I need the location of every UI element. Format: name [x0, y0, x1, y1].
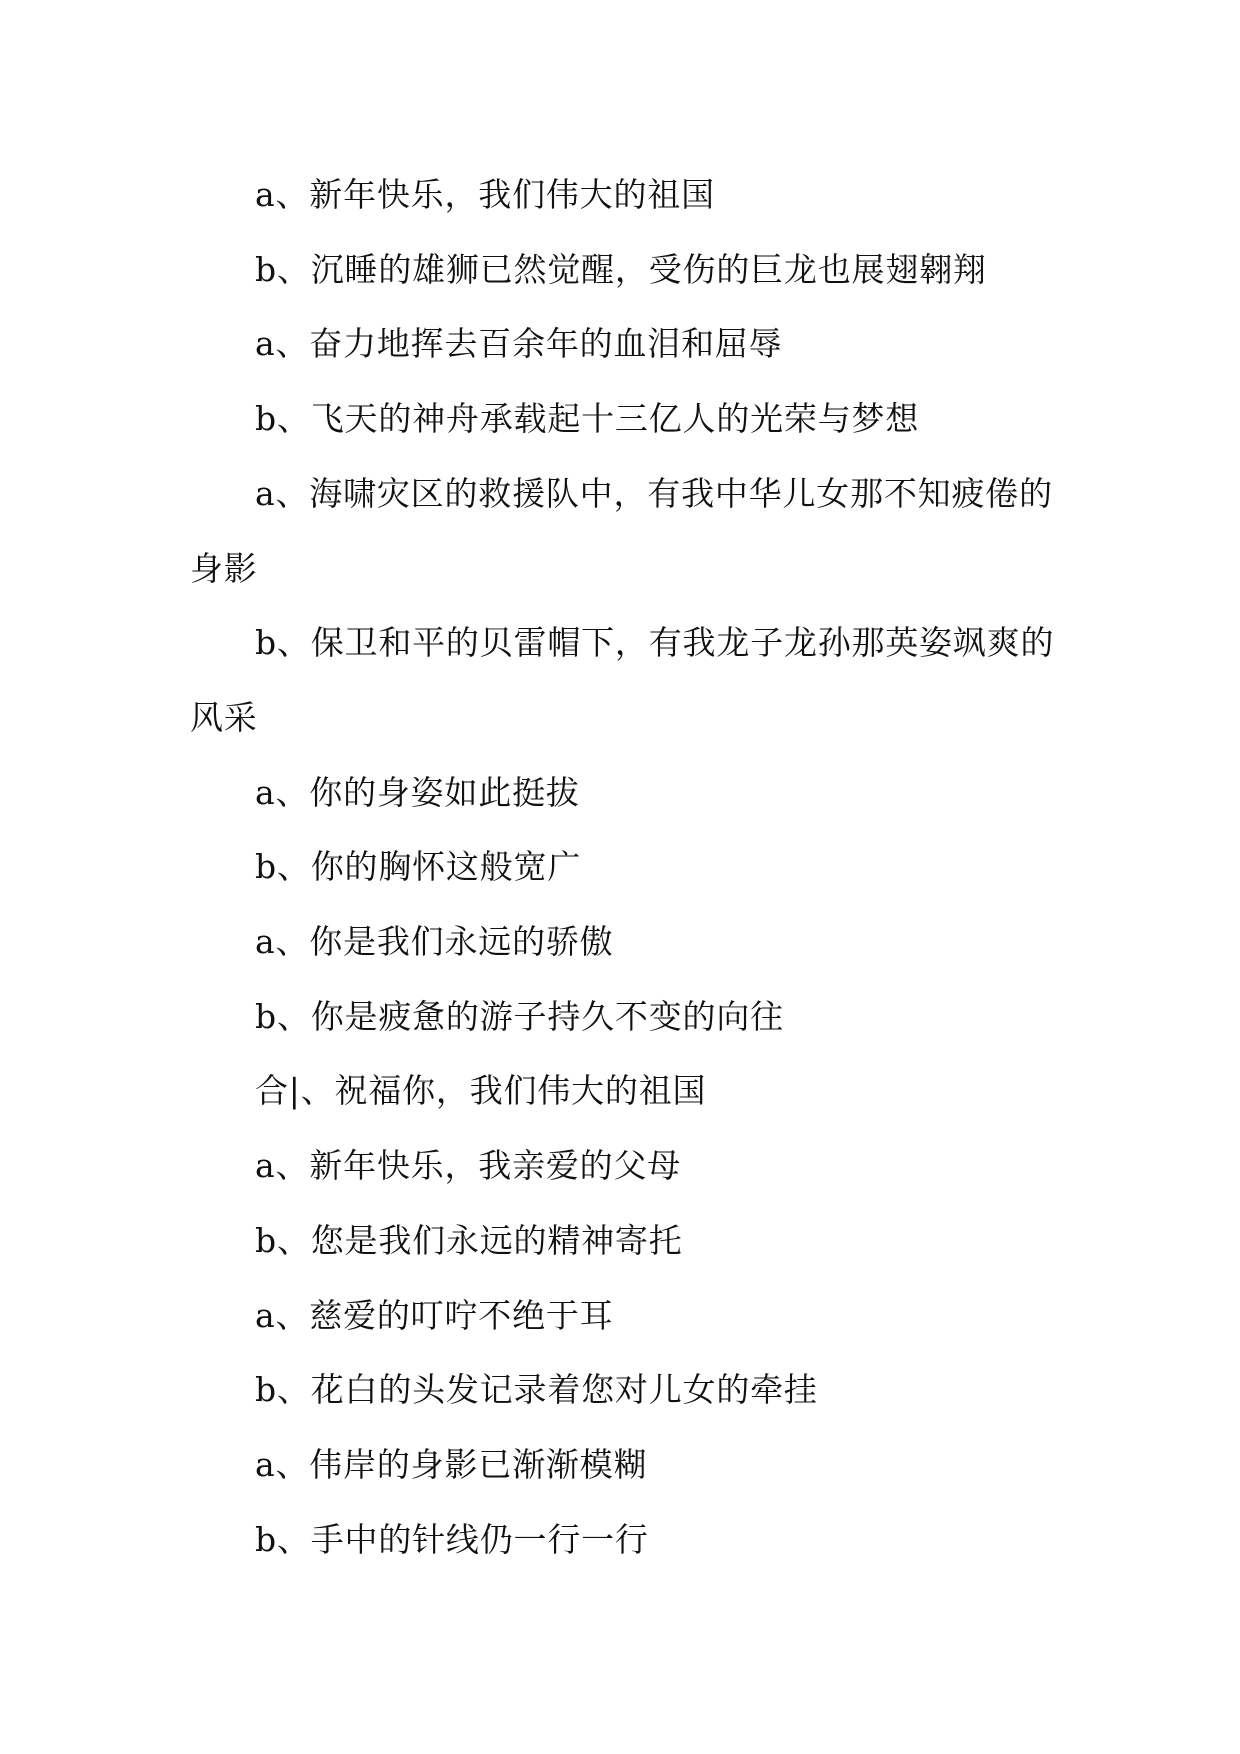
script-line-text: b、你的胸怀这般宽广 — [255, 847, 582, 887]
script-line-text: a、新年快乐，我亲爱的父母 — [255, 1146, 682, 1186]
document-page — [190, 158, 1060, 1577]
script-line-continuation: 风采 — [190, 697, 258, 737]
script-line — [190, 1204, 1060, 1279]
script-line — [190, 830, 1060, 905]
script-line-text: b、你是疲惫的游子持久不变的向往 — [255, 996, 784, 1036]
script-line — [190, 1503, 1060, 1578]
script-line — [190, 1428, 1060, 1503]
script-line — [190, 382, 1060, 457]
script-line — [190, 457, 1060, 606]
script-line — [190, 905, 1060, 980]
script-line-text: a、新年快乐，我们伟大的祖国 — [255, 175, 715, 214]
script-line — [190, 1129, 1060, 1204]
script-line-text: b、花白的头发记录着您对儿女的牵挂 — [255, 1370, 818, 1410]
script-line-text: a、慈爱的叮咛不绝于耳 — [255, 1295, 614, 1335]
script-line-text: b、您是我们永远的精神寄托 — [255, 1220, 683, 1260]
script-line-text: a、你是我们永远的骄傲 — [255, 922, 614, 962]
script-line-text: b、飞天的神舟承载起十三亿人的光荣与梦想 — [255, 399, 920, 439]
script-line-text: a、伟岸的身影已渐渐模糊 — [255, 1444, 648, 1484]
script-line-text: a、奋力地挥去百余年的血泪和屈辱 — [255, 324, 783, 364]
script-line — [190, 756, 1060, 831]
script-line — [190, 1279, 1060, 1354]
script-line — [190, 158, 1060, 233]
script-line — [190, 233, 1060, 308]
script-line-text: b、保卫和平的贝雷帽下，有我龙子龙孙那英姿飒爽的 — [255, 623, 1055, 663]
script-line — [190, 980, 1060, 1055]
script-line — [190, 1353, 1060, 1428]
script-line — [190, 606, 1060, 755]
script-line — [190, 1054, 1060, 1129]
script-line-text: 合|、祝福你，我们伟大的祖国 — [255, 1071, 707, 1111]
script-line-text: b、沉睡的雄狮已然觉醒，受伤的巨龙也展翅翱翔 — [255, 249, 987, 289]
script-line — [190, 307, 1060, 382]
script-line-text: b、手中的针线仍一行一行 — [255, 1519, 649, 1559]
script-line-text: a、你的身姿如此挺拔 — [255, 772, 580, 812]
script-line-continuation: 身影 — [190, 548, 258, 588]
script-line-text: a、海啸灾区的救援队中，有我中华儿女那不知疲倦的 — [255, 473, 1053, 513]
